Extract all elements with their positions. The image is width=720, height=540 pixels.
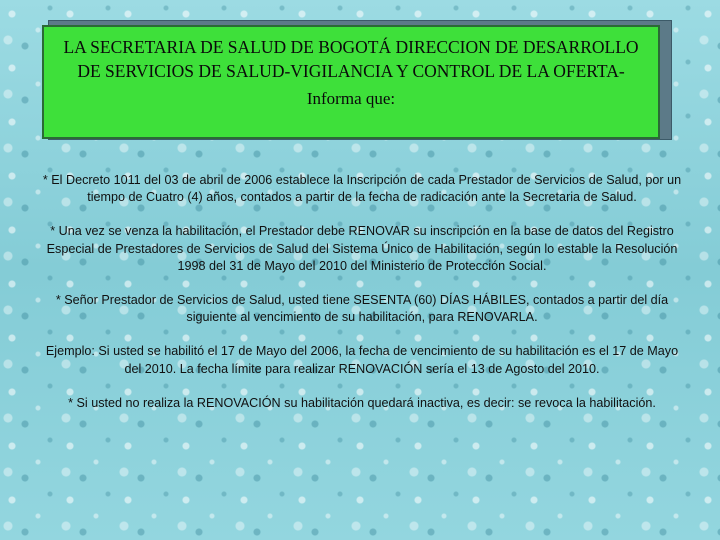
paragraph-example: Ejemplo: Si usted se habilitó el 17 de Mayo del 2006, la fecha de vencimiento de su habilitación es el 17 de Mayo del 2010. La fecha límite para realizar RENOVACIÓN sería el 13 de Agosto del 2010. <box>45 344 679 376</box>
notice-body <box>36 172 688 429</box>
paragraph-decree: * El Decreto 1011 del 03 de abril de 2006 establece la Inscripción de cada Prestador de Servicios de Salud, por un tiempo de Cuatro (4) años, contados a partir de la fecha de radicación ante la Secretaria de Salud. <box>42 173 682 205</box>
paragraph-renewal: * Una vez se venza la habilitación, el Prestador debe RENOVAR su inscripción en la base de datos del Registro Especial de Prestadores de Servicios de Salud del Sistema Único de Habilitación, según lo estable la Resolución 1998 del 31 de Mayo del 2010 del Ministerio de Protección Social. <box>46 224 678 273</box>
paragraph-deadline: * Señor Prestador de Servicios de Salud, usted tiene SESENTA (60) DÍAS HÁBILES, contados a partir del día siguiente al vencimiento de su habilitación, para RENOVARLA. <box>55 293 669 325</box>
banner-title: LA SECRETARIA DE SALUD DE BOGOTÁ DIRECCION DE DESARROLLO DE SERVICIOS DE SALUD-VIGILANCIA Y CONTROL DE LA OFERTA- <box>63 37 639 81</box>
banner-subtitle: Informa que: <box>306 89 396 108</box>
title-banner <box>42 25 660 139</box>
paragraph-consequence: * Si usted no realiza la RENOVACIÓN su habilitación quedará inactiva, es decir: se revoca la habilitación. <box>68 395 656 410</box>
